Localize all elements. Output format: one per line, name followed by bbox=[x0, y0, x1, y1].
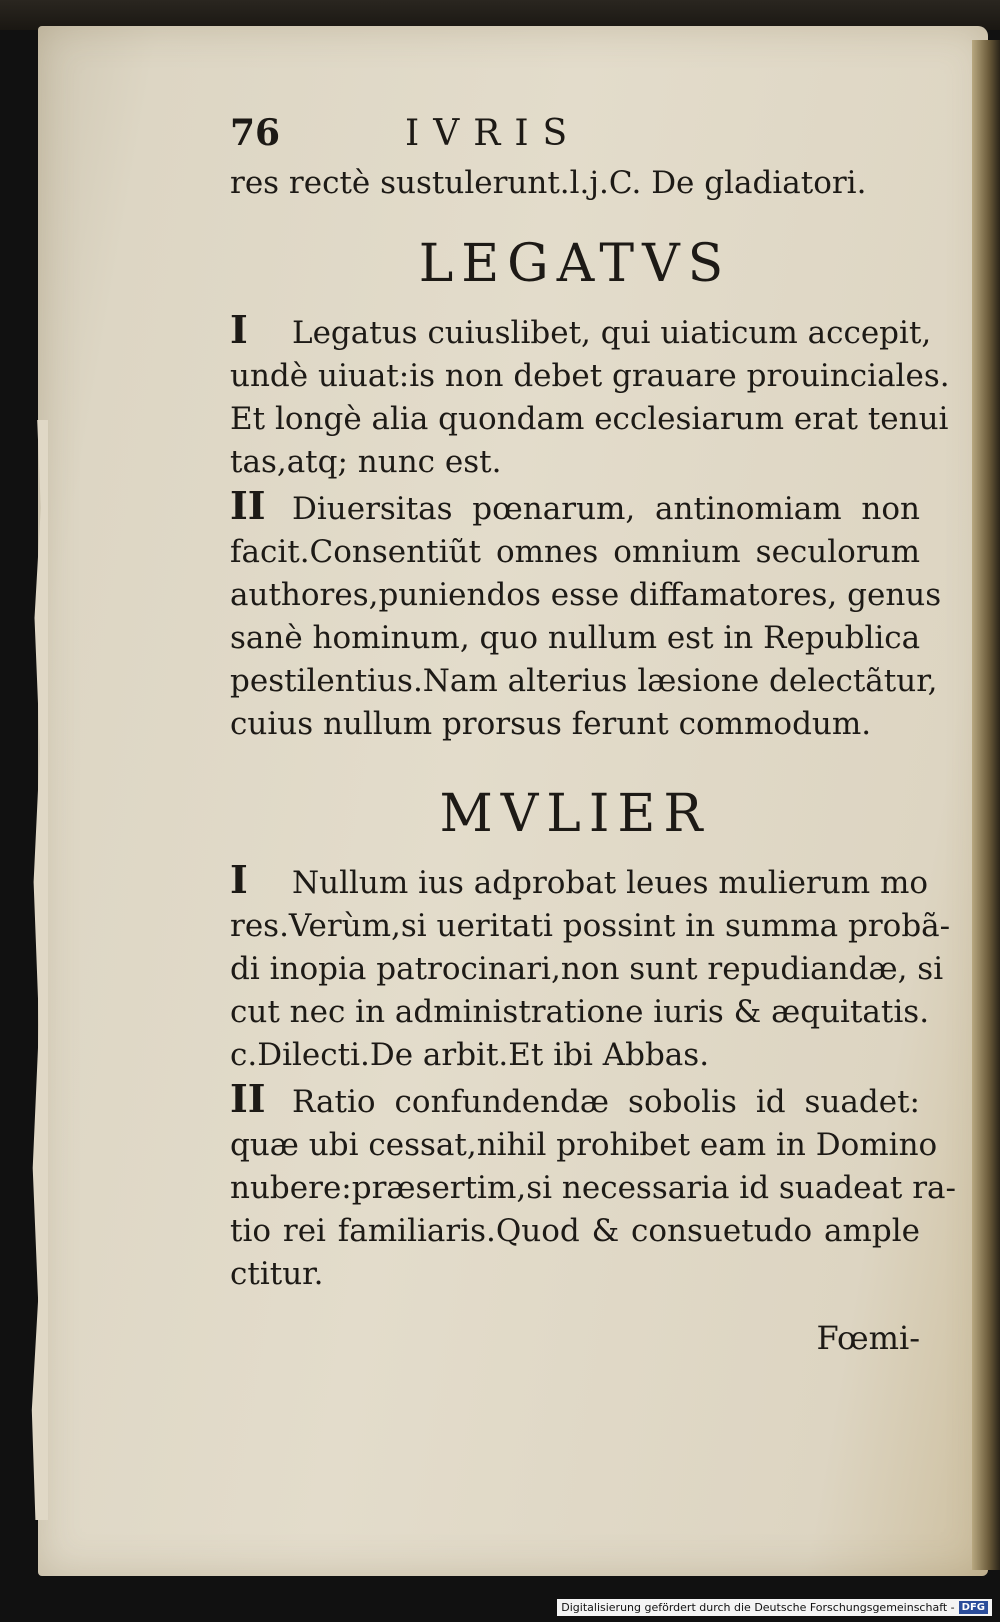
paragraph-legatus-1 bbox=[230, 307, 950, 484]
page-header bbox=[230, 112, 920, 160]
text-line: pestilentius.Nam alterius læsione delectãtur, bbox=[230, 663, 938, 699]
continuation-line: res rectè sustulerunt.l.j.C. De gladiatori. bbox=[230, 165, 867, 201]
paragraph-mulier-2 bbox=[230, 1076, 957, 1296]
text-line: tio rei familiaris.Quod & consuetudo ample bbox=[230, 1213, 920, 1249]
paragraph-numeral: I bbox=[230, 857, 248, 902]
torn-page-edge bbox=[30, 420, 48, 1520]
text-line: quæ ubi cessat,nihil prohibet eam in Domino bbox=[230, 1127, 938, 1163]
text-line: Diuersitas pœnarum, antinomiam non bbox=[292, 491, 920, 527]
text-line: di inopia patrocinari,non sunt repudiandæ, si bbox=[230, 951, 944, 987]
text-line: cut nec in administratione iuris & æquitatis. bbox=[230, 994, 930, 1030]
text-line: Ratio confundendæ sobolis id suadet: bbox=[292, 1084, 920, 1120]
section-heading-mulier: MVLIER bbox=[439, 784, 711, 844]
paragraph-numeral: I bbox=[230, 307, 248, 352]
text-line: facit.Consentiũt omnes omnium seculorum bbox=[230, 534, 920, 570]
paragraph-mulier-1 bbox=[230, 857, 951, 1077]
text-line: authores,puniendos esse diffamatores, genus bbox=[230, 577, 942, 613]
text-line: ctitur. bbox=[230, 1256, 324, 1292]
text-line: c.Dilecti.De arbit.Et ibi Abbas. bbox=[230, 1037, 710, 1073]
page-text bbox=[230, 112, 957, 1360]
text-line: Et longè alia quondam ecclesiarum erat tenui bbox=[230, 401, 949, 437]
book-gutter-shadow bbox=[972, 40, 1000, 1570]
catchword: Fœmi- bbox=[816, 1319, 920, 1357]
dfg-logo: DFG bbox=[959, 1601, 988, 1614]
text-line: sanè hominum, quo nullum est in Republica bbox=[230, 620, 921, 656]
text-line: res.Verùm,si ueritati possint in summa probã- bbox=[230, 908, 951, 944]
text-line: Nullum ius adprobat leues mulierum mo bbox=[292, 865, 929, 901]
footer-text: Digitalisierung gefördert durch die Deutsche Forschungsgemeinschaft - bbox=[561, 1601, 955, 1614]
text-line: undè uiuat:is non debet grauare prouinciales. bbox=[230, 358, 950, 394]
text-line: cuius nullum prorsus ferunt commodum. bbox=[230, 706, 872, 742]
paragraph-numeral: II bbox=[230, 1076, 266, 1121]
text-line: nubere:præsertim,si necessaria id suadeat ra- bbox=[230, 1170, 957, 1206]
text-line: Legatus cuiuslibet, qui uiaticum accepit, bbox=[292, 315, 932, 351]
page-number: 76 bbox=[230, 112, 281, 154]
paragraph-numeral: II bbox=[230, 483, 266, 528]
paragraph-legatus-2 bbox=[230, 483, 942, 746]
running-title: IVRIS bbox=[405, 113, 582, 154]
text-line: tas,atq; nunc est. bbox=[230, 444, 502, 480]
digitization-footer bbox=[557, 1599, 992, 1616]
section-heading-legatus: LEGATVS bbox=[418, 234, 732, 294]
